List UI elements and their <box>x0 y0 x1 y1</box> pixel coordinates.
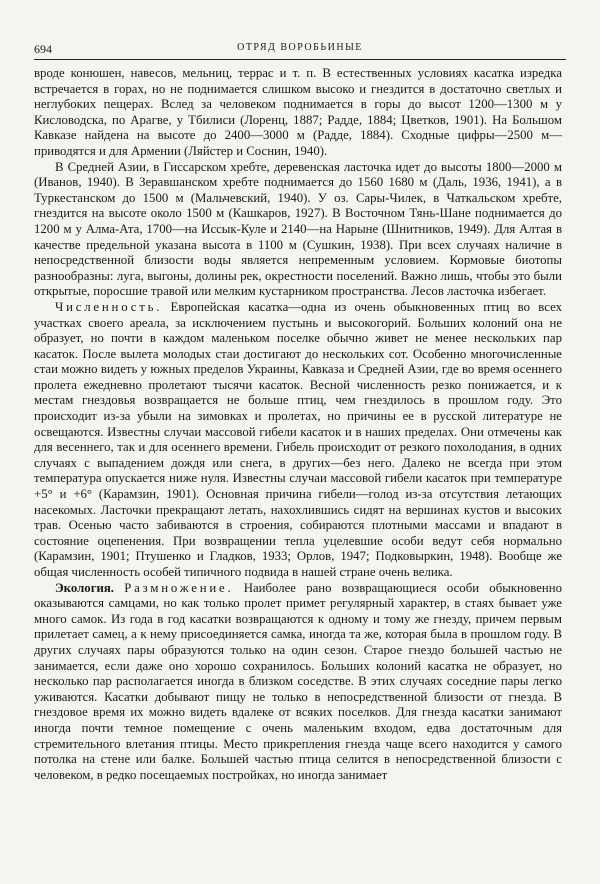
paragraph-altitude-caucasus: вроде конюшен, навесов, мельниц, террас и т. п. В естественных условиях касатка изредка встречается в горах, но не поднимается слишком высоко и гнездится в достаточно светлых и неглубоких пещерах. Вслед за человеком поднимается в горы до высот 1200—1300 м у Кисловодска, по Арагве, у Тбилиси (Лоренц, 1887; Радде, 1884; Цветков, 1901). На Большом Кавказе найдена на высоте до 2400—3000 м (Радде, 1884). Сходные цифры—2500 м—приводятся и для Армении (Ляйстер и Соснин, 1940). <box>34 66 562 158</box>
paragraph-abundance <box>34 300 562 581</box>
page-number: 694 <box>34 42 52 56</box>
paragraph-abundance-text: Европейская касатка—одна из очень обыкновенных птиц во всех участках своего ареала, за исключением пустынь и высокогорий. Больших колоний она не образует, но почти в каждом маленьком поселке обычно живет не менее нескольких пар касаток. После вылета молодых стаи достигают до нескольких сот. Особенно многочисленные стаи можно видеть у южных пределов Украины, Кавказа и Средней Азии, где во время осеннего пролета ежедневно пролетают тысячи касаток. Весной численность резко понижается, и к местам гнездовья возвращается не больше птиц, чем гнездилось в прошлом году. Это происходит из-за убыли на зимовках и пролетах, но причины ее в русской литературе не освещаются. Известны случаи массовой гибели касаток и в наших пределах. Они отмечены как для весеннего, так и для осеннего времени. Гибель происходит от резкого похолодания, в одних случаях с выпадением дождя или снега, в других—без него. Далеко не всегда при этом температура опускается ниже нуля. Известны случаи массовой гибели касаток при температуре +5° и +6° (Карамзин, 1901). Основная причина гибели—голод из-за отсутствия летающих насекомых. Ласточки прекращают летать, нахохлившись сидят на вершинах кустов и высоких трав. Осенью часто забиваются в строения, собираются плотными массами и впадают в состояние оцепенения. При возвращении тепла уцелевшие особи ведут себя нормально (Карамзин, 1901; Птушенко и Гладков, 1933; Орлов, 1947; Подковыркин, 1948). Вообще же общая численность особей типичного подвида в нашей стране очень велика. <box>34 299 562 579</box>
section-label-abundance: Численность. <box>55 299 163 314</box>
running-title: ОТРЯД ВОРОБЬИНЫЕ <box>237 42 363 53</box>
page-header <box>34 42 566 58</box>
header-rule <box>34 59 566 60</box>
paragraph-breeding-text: Наиболее рано возвращающиеся особи обыкновенно оказываются самцами, но как только пролет примет регулярный характер, в стаях бывает уже много самок. Из года в год касатки возвращаются к одному и тому же гнезду, причем первым прилетает самец, а к нему присоединяется самка, иногда та же, которая была в прошлом году. В других случаях пары образуются только на один сезон. Старое гнездо большей частью не занимается, если даже оно хорошо сохранилось. Больших колоний касатка не образует, но несколько пар располагается иногда в близком соседстве. В этих случаях соседние пары легко уживаются. Касатки добывают пищу не только в непосредственной близости от гнезда. В гнездовое время их можно видеть вдалеке от всяких поселков. Для гнезда касатки занимают иногда почти темное помещение с очень маленьким входом, едва достаточным для стремительного влетания птицы. Место прикрепления гнезда чаще всего находится у самого потолка на стене или балке. Большей частью птица селится в непосредственной близости с человеком, в редко посещаемых постройках, но иногда занимает <box>34 580 563 782</box>
body-text <box>34 66 562 783</box>
section-label-breeding: Размножение. <box>124 580 234 595</box>
section-heading-ecology: Экология. <box>55 580 114 595</box>
paragraph-ecology-breeding <box>34 581 562 784</box>
paragraph-altitude-central-asia: В Средней Азии, в Гиссарском хребте, деревенская ласточка идет до высоты 1800—2000 м (Иванов, 1940). В Зеравшанском хребте поднимается до 1560 1680 м (Даль, 1936, 1941), а в Туркестанском до 1500 м (Мальчевский, 1940). У оз. Сары-Чилек, в Чаткальском хребте, гнездится на высоте около 1500 м (Кашкаров, 1927). В Восточном Тянь-Шане поднимается до 1200 м у Алма-Ата, 1700—на Иссык-Куле и 2140—на Нарыне (Шнитников, 1949). Для Алтая в качестве предельной указана высота в 1100 м (Сушкин, 1938). При всех случаях наличие в непосредственной близости воды является непременным условием. Кормовые биотопы разнообразны: луга, выгоны, долины рек, окрестности поселений. Важно лишь, чтобы это были открытые, поросшие травой или мелким кустарником пространства. Лесов ласточка избегает. <box>34 159 562 299</box>
